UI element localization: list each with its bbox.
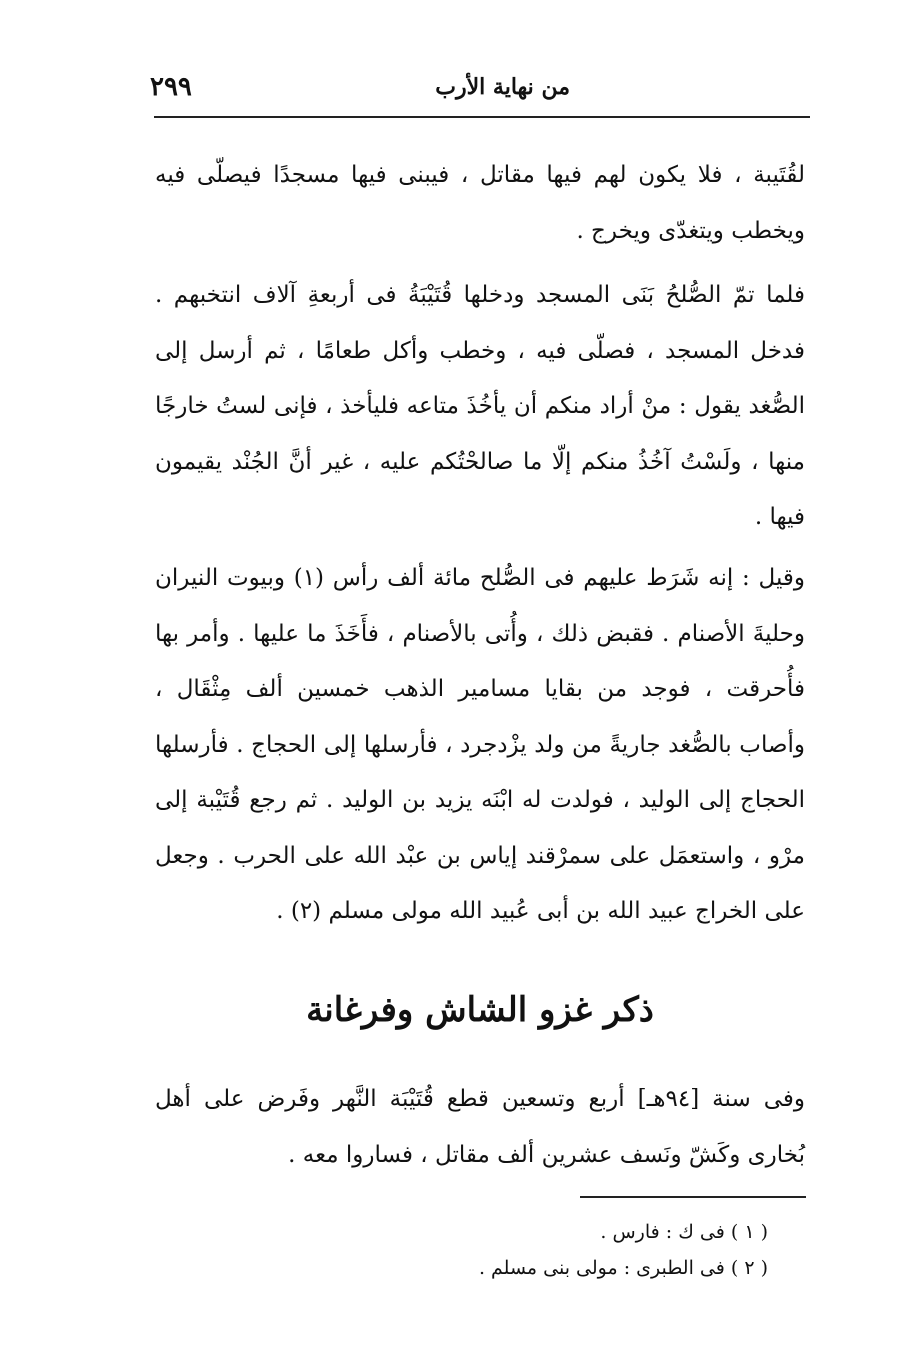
footnotes: [288, 1214, 768, 1286]
footnote-2: ( ٢ ) فى الطبرى : مولى بنى مسلم .: [478, 1257, 768, 1279]
paragraph-1: لقُتَيبة ، فلا يكون لهم فيها مقاتل ، فيبنى فيها مسجدًا فيصلّى فيه ويخطب ويتغدّى ويخرج .: [155, 162, 805, 244]
footnote-1: ( ١ ) فى ك : فارس .: [600, 1221, 768, 1243]
paragraph-2: فلما تمّ الصُّلحُ بَنَى المسجد ودخلها قُتَيْبَةُ فى أربعةِ آلاف انتخبهم . فدخل المسجد ، فصلّى فيه ، وخطب وأكل طعامًا ، ثم أرسل إلى الصُّغد يقول : منْ أراد منكم أن يأخُذَ متاعه فليأخذ ، فإنى لستُ خارجًا منها ، ولَسْتُ آخُذُ منكم إلّا ما صالحْتُكم عليه ، غير أنَّ الجُنْد يقيمون فيها .: [155, 282, 805, 530]
footnote-divider: [580, 1196, 806, 1198]
running-title: من نهاية الأرب: [435, 74, 570, 100]
page-number: ٢٩٩: [150, 72, 192, 102]
paragraph-3: وقيل : إنه شَرَط عليهم فى الصُّلح مائة ألف رأس (١) وبيوت النيران وحليةَ الأصنام . فقبض ذلك ، وأُتى بالأصنام ، فأَخَذَ ما عليها . وأمر بها فأُحرقت ، فوجد من بقايا مسامير الذهب خمسين ألف مِثْقَال ، وأصاب بالصُّغد جاريةً من ولد يزْدجرد ، فأرسلها إلى الحجاج . فأرسلها الحجاج إلى الوليد ، فولدت له ابْنَه يزيد بن الوليد . ثم رجع قُتَيْبة إلى مرْو ، واستعمَل على سمرْقند إياس بن عبْد الله على الحرب . وجعل على الخراج عبيد الله بن أبى عُبيد الله مولى مسلم (٢) .: [155, 565, 805, 924]
page-header: [150, 68, 810, 112]
header-divider: [154, 116, 810, 118]
section-heading: ذكر غزو الشاش وفرغانة: [306, 990, 654, 1030]
paragraph-4: وفى سنة [٩٤هـ] أربع وتسعين قطع قُتَيْبَة النَّهر وفَرض على أهل بُخارى وكَشّ ونَسف عشرين ألف مقاتل ، فساروا معه .: [155, 1086, 805, 1168]
